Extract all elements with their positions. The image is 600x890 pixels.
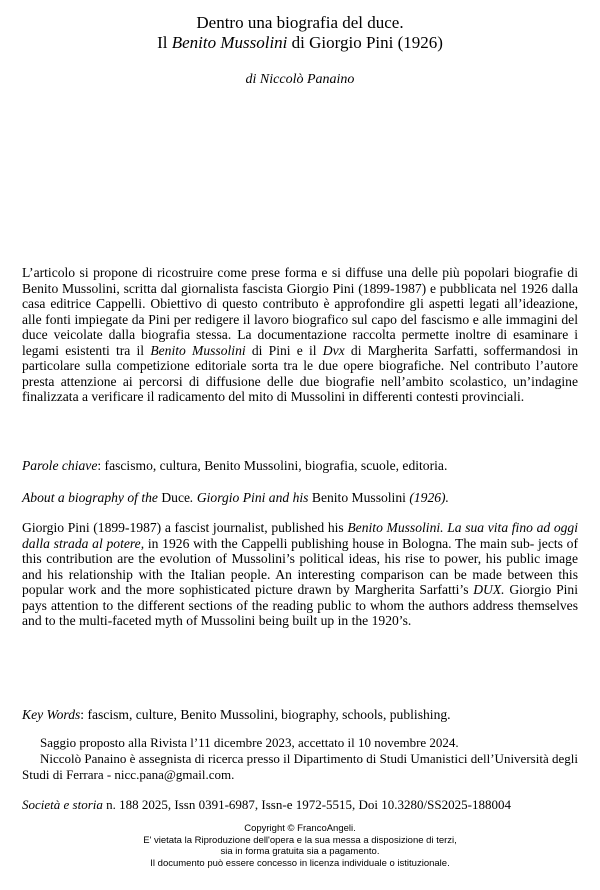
keywords-it-text: : fascismo, cultura, Benito Mussolini, biografia, scuole, editoria. [97,458,448,473]
keywords-italian [22,458,578,474]
copyright-line-2: E' vietata la Riproduzione dell'opera e la sua messa a disposizione di terzi, [143,834,457,846]
author-byline: di Niccolò Panaino [245,72,355,87]
abstract-italian [22,265,578,405]
footnotes [22,735,578,783]
title-en-b: Duce [161,490,191,505]
journal-citation [22,797,578,813]
abstract-it-italic-2: Dvx [322,342,345,358]
keywords-en-text: : fascism, culture, Benito Mussolini, biography, schools, publishing. [80,707,451,722]
title-en-c: . Giorgio Pini and his [190,490,312,505]
citation-details: n. 188 2025, Issn 0391-6987, Issn-e 1972-5515, Doi 10.3280/SS2025-188004 [102,797,511,812]
abstract-en-part-1: Giorgio Pini (1899-1987) a fascist journalist, published his [22,520,348,535]
abstract-it-part-3: di Margherita Sarfatti, soffermandosi in particolare sulla competizione editoriale sorta tra le due opere biografiche. Nel contributo l’autore presta attenzione ai percorsi di diffusione delle due biografie nell’ambito scolastico, un’indagine finalizzata a verificare il radicamento del mito di Mussolini in differenti contesti provinciali. [22,342,578,404]
abstract-en-italic-1: Benito Mussolini. La sua vita fino ad oggi dalla strada al potere, [22,520,578,551]
title-en-d: Benito Mussolini [311,490,406,505]
abstract-en-part-2: in 1926 with the Cappelli publishing house in Bologna. The main sub- jects of this contribution are the evolution of Mussolini’s political ideas, his rise to power, his public image and his relationship with the Italian people. An interesting comparison can be made between this popular work and the more sophisticated picture drawn by Margherita Sarfatti’s [22,535,578,597]
submission-note: Saggio proposto alla Rivista l’11 dicembre 2023, accettato il 10 novembre 2024. [40,735,459,750]
title-line-2-italic: Benito Mussolini [171,33,288,52]
abstract-en-italic-2: DUX. [473,582,505,597]
title-en-a: About a biography of the [22,490,162,505]
keywords-en-label: Key Words [22,707,81,722]
abstract-it-italic-1: Benito Mussolini [150,342,246,358]
title-line-2-post: di Giorgio Pini (1926) [287,33,443,52]
affiliation-note: Niccolò Panaino è assegnista di ricerca presso il Dipartimento di Studi Umanistici dell’Università degli Studi di Ferrara - nicc.pana@gmail.com. [22,751,578,782]
english-title [22,490,578,506]
article-title [22,13,578,53]
abstract-it-part-1: L’articolo si propone di ricostruire come prese forma e si diffuse una delle più popolari biografie di Benito Mussolini, scritta dal giornalista fascista Giorgio Pini (1899-1987) e pubblicata nel 1926 dalla casa editrice Cappelli. Obiettivo di questo contributo è approfondire gli aspetti legati all’ideazione, alle fonti impiegate da Pini per redigere il lavoro biografico sul capo del fascismo e alle immagini del duce veicolate dalla biografia stessa. La documentazione raccolta permette inoltre di esaminare i legami esistenti tra il [22,265,578,358]
copyright-notice [22,823,578,869]
abstract-english [22,520,578,629]
title-line-1: Dentro una biografia del duce. [196,13,404,32]
journal-name: Società e storia [22,797,103,812]
copyright-line-3: sia in forma gratuita sia a pagamento. [220,846,380,857]
abstract-en-part-3: Giorgio Pini pays attention to the different sections of the reading public to whom the authors address themselves and to the multi-faceted myth of Mussolini being built up in the 1920’s. [22,582,579,628]
title-en-e: (1926). [405,490,449,505]
title-line-2-pre: Il [157,33,172,52]
title-line-2 [22,33,578,53]
keywords-english [22,707,578,723]
copyright-line-4: Il documento può essere concesso in licenza individuale o istituzionale. [150,857,450,869]
abstract-it-part-2: di Pini e il [245,342,323,358]
copyright-line-1: Copyright © FrancoAngeli. [244,823,356,834]
keywords-it-label: Parole chiave [22,458,98,473]
